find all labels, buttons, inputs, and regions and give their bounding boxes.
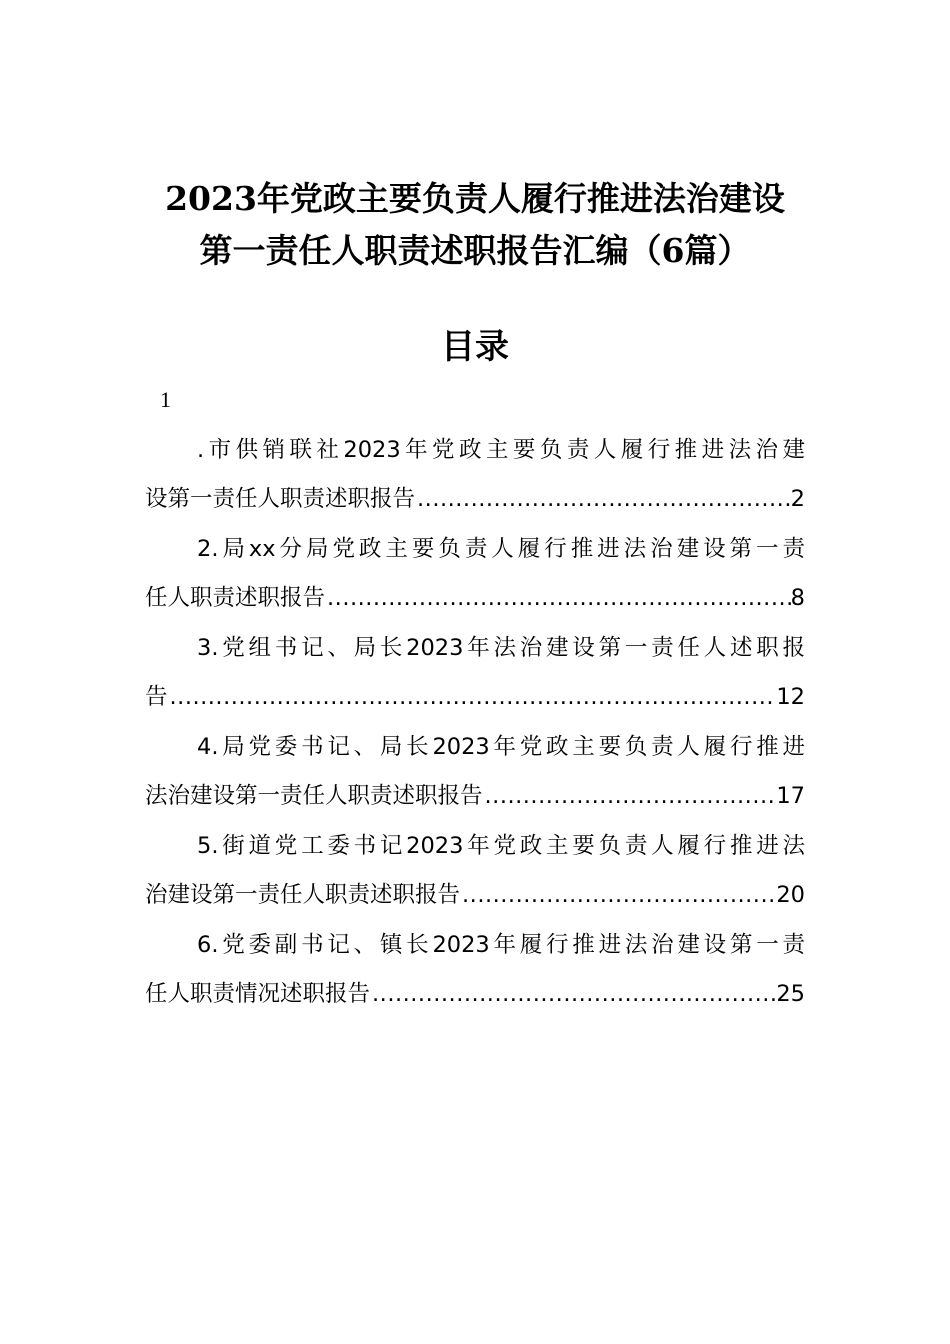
toc-entry-text: 设第一责任人职责述职报告 — [145, 486, 416, 512]
toc-leader-dots — [168, 673, 777, 722]
toc-entry-6[interactable] — [145, 920, 805, 1019]
toc-entry-line2 — [145, 970, 805, 1019]
toc-entry-line1: 5.街道党工委书记2023年党政主要负责人履行推进法 — [197, 833, 805, 859]
toc-page-number: 2 — [790, 486, 805, 512]
toc-entry-1[interactable] — [145, 425, 805, 524]
document-title — [100, 173, 850, 277]
toc-entry-4[interactable] — [145, 722, 805, 821]
toc-heading: 目录 — [441, 327, 509, 367]
toc-page-number: 8 — [790, 585, 805, 611]
toc-page-number: 17 — [776, 783, 805, 809]
toc-entry-line1: 6.党委副书记、镇长2023年履行推进法治建设第一责 — [197, 932, 805, 958]
toc-page-number: 25 — [776, 981, 805, 1007]
toc-leader-dots — [370, 970, 776, 1019]
table-of-contents — [145, 425, 805, 1019]
toc-entry-text: 治建设第一责任人职责述职报告 — [145, 882, 461, 908]
toc-entry-5[interactable] — [145, 821, 805, 920]
toc-page-number: 12 — [776, 684, 805, 710]
toc-entry-line2 — [145, 673, 805, 722]
toc-entry-line2 — [145, 574, 805, 623]
toc-leader-dots — [460, 871, 776, 920]
toc-entry-2[interactable] — [145, 524, 805, 623]
toc-leader-dots — [325, 574, 791, 623]
toc-entry-text: 告 — [145, 684, 168, 710]
toc-entry-line1: .市供销联社2023年党政主要负责人履行推进法治建 — [197, 437, 805, 463]
toc-leader-dots — [483, 772, 777, 821]
toc-entry-line1: 3.党组书记、局长2023年法治建设第一责任人述职报 — [197, 635, 805, 661]
toc-entry-line1: 4.局党委书记、局长2023年党政主要负责人履行推进 — [197, 734, 805, 760]
stray-page-number: 1 — [160, 387, 171, 412]
toc-entry-3[interactable] — [145, 623, 805, 722]
toc-entry-line2 — [145, 871, 805, 920]
toc-entry-line1: 2.局xx分局党政主要负责人履行推进法治建设第一责 — [197, 536, 805, 562]
toc-entry-text: 任人职责述职报告 — [145, 585, 326, 611]
title-line-2: 第一责任人职责述职报告汇编（6篇） — [199, 231, 751, 270]
toc-entry-text: 法治建设第一责任人职责述职报告 — [145, 783, 483, 809]
toc-entry-text: 任人职责情况述职报告 — [145, 981, 371, 1007]
toc-page-number: 20 — [776, 882, 805, 908]
toc-leader-dots — [415, 475, 791, 524]
toc-entry-line2 — [145, 772, 805, 821]
title-line-1: 2023年党政主要负责人履行推进法治建设 — [165, 179, 785, 218]
toc-entry-line2 — [145, 475, 805, 524]
